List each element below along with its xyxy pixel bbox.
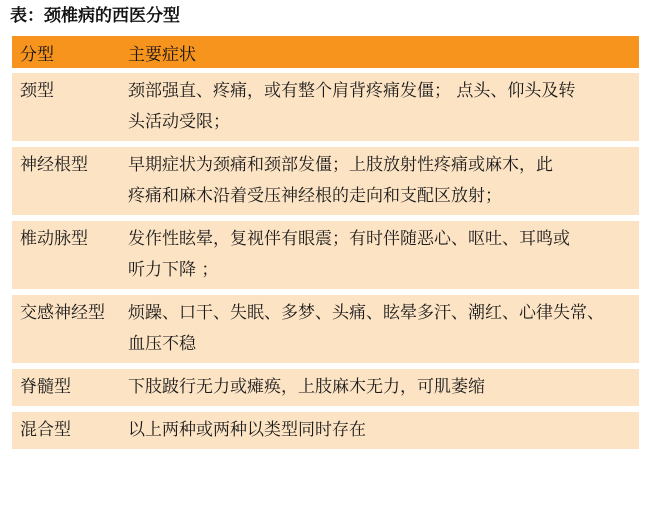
row-symptoms (128, 369, 639, 406)
table-row (12, 412, 639, 449)
row-symptoms (128, 412, 639, 449)
symptom-line: 疼痛和麻木沿着受压神经根的走向和支配区放射； (128, 186, 502, 206)
table-title: 表：颈椎病的西医分型 (10, 6, 180, 26)
row-type: 交感神经型 (20, 303, 105, 323)
symptom-line: 听力下降 ； (128, 260, 219, 280)
row-symptoms (128, 147, 639, 215)
symptom-line: 头活动受限； (128, 112, 230, 132)
header-symptoms: 主要症状 (128, 44, 196, 65)
row-symptoms (128, 73, 639, 141)
row-type: 神经根型 (20, 155, 88, 175)
row-symptoms (128, 221, 639, 289)
symptom-line: 烦躁、口干、失眠、多梦、头痛、眩晕多汗、潮红、心律失常、 (128, 303, 604, 323)
row-type: 颈型 (20, 81, 54, 101)
symptom-line: 下肢跛行无力或瘫痪，上肢麻木无力，可肌萎缩 (128, 377, 485, 397)
header-type: 分型 (20, 44, 54, 65)
symptom-line: 发作性眩晕，复视伴有眼震；有时伴随恶心、呕吐、耳鸣或 (128, 229, 570, 249)
row-type: 脊髓型 (20, 377, 71, 397)
table-row (12, 295, 639, 363)
table-row (12, 221, 639, 289)
row-type: 椎动脉型 (20, 229, 88, 249)
symptom-line: 血压不稳 (128, 334, 196, 354)
classification-table (12, 36, 639, 449)
symptom-line: 以上两种或两种以类型同时存在 (128, 420, 366, 440)
table-row (12, 147, 639, 215)
row-type: 混合型 (20, 420, 71, 440)
table-row (12, 73, 639, 141)
symptom-line: 早期症状为颈痛和颈部发僵；上肢放射性疼痛或麻木，此 (128, 155, 553, 175)
table-header (12, 36, 639, 68)
row-symptoms (128, 295, 639, 363)
symptom-line: 颈部强直、疼痛，或有整个肩背疼痛发僵； 点头、仰头及转 (128, 81, 576, 101)
table-row (12, 369, 639, 406)
